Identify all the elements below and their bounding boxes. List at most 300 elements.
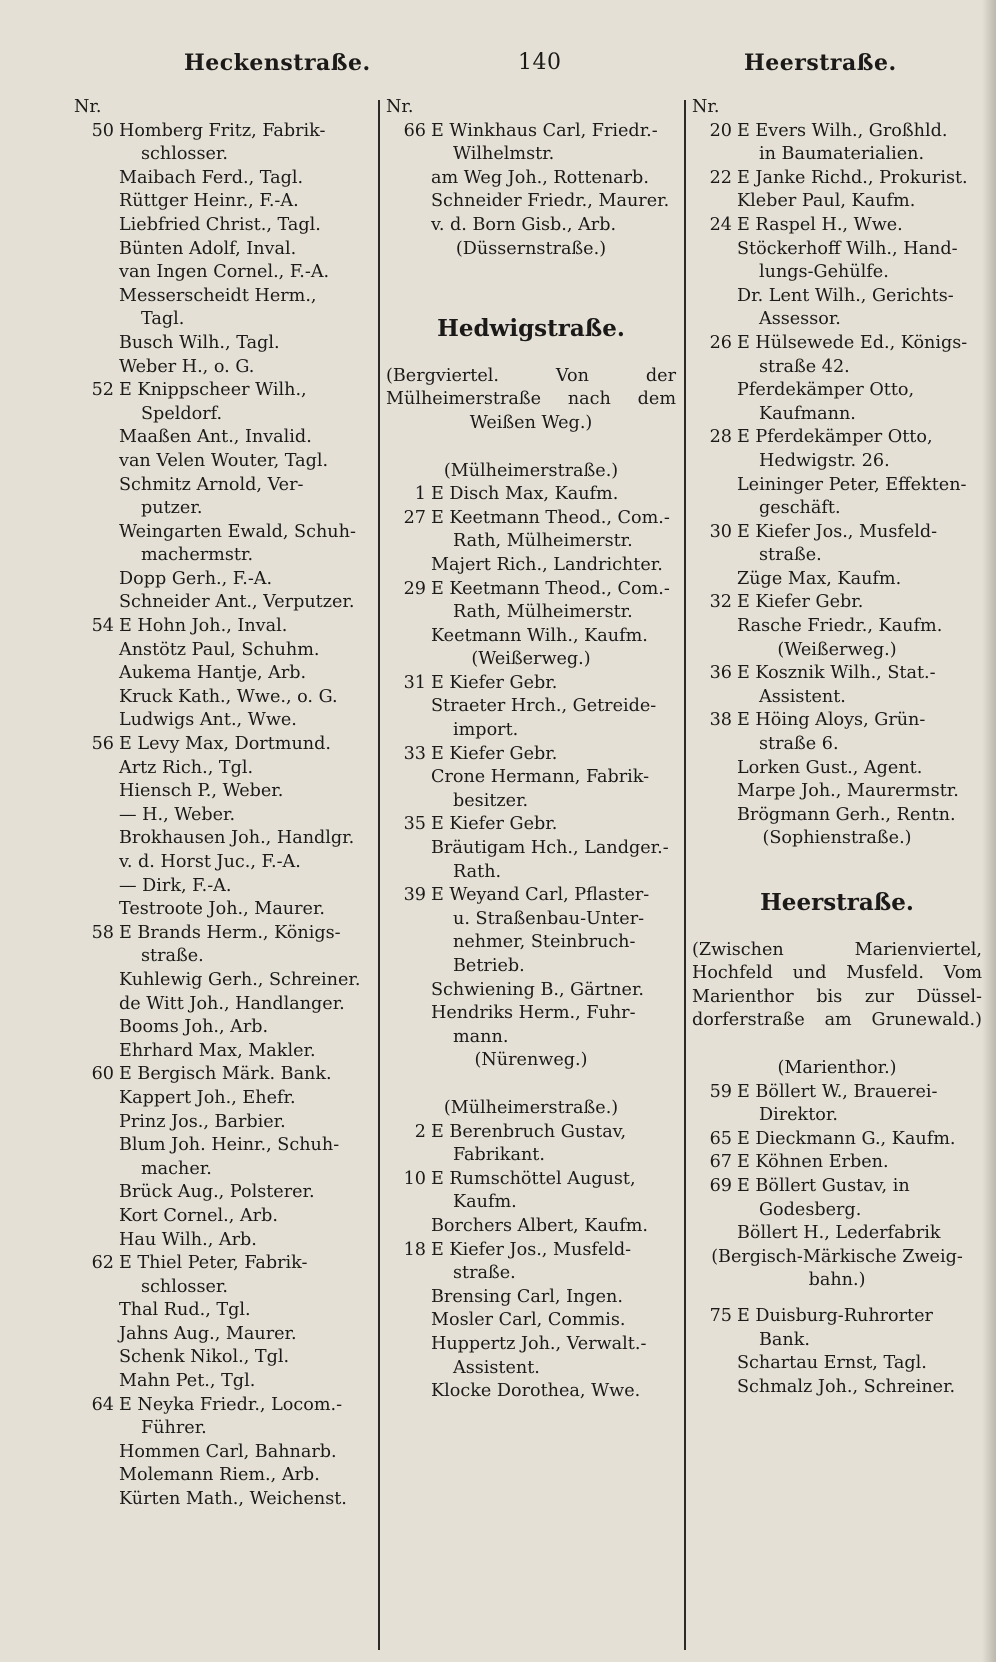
house-number — [386, 1357, 431, 1381]
directory-entry — [74, 403, 370, 427]
house-number — [692, 568, 737, 592]
house-number — [74, 709, 119, 733]
resident-text: machermstr. — [141, 545, 254, 566]
resident-text: Molemann Riem., Arb. — [119, 1465, 320, 1486]
house-number — [74, 544, 119, 568]
resident-text: Weber H., o. G. — [119, 356, 255, 377]
house-number — [74, 945, 119, 969]
house-number — [74, 875, 119, 899]
directory-entry — [74, 733, 370, 757]
resident-text: Hendriks Herm., Fuhr- — [431, 1003, 636, 1024]
house-number — [386, 1380, 431, 1404]
resident-text: Rath, Mülheimerstr. — [453, 602, 633, 623]
directory-entry — [386, 1002, 676, 1026]
directory-entry — [74, 1040, 370, 1064]
directory-entry — [74, 757, 370, 781]
house-number: 66 — [403, 120, 426, 141]
directory-entry — [74, 214, 370, 238]
directory-entry — [74, 1134, 370, 1158]
house-number — [692, 285, 737, 309]
house-number — [692, 1352, 737, 1376]
cross-street-note: (Düssernstraße.) — [455, 238, 607, 259]
resident-text: Testroote Joh., Maurer. — [119, 899, 326, 920]
directory-entry — [692, 1151, 982, 1175]
house-number — [74, 1158, 119, 1182]
house-number: 32 — [709, 592, 732, 613]
directory-entry — [74, 1394, 370, 1418]
directory-entry — [692, 261, 982, 285]
directory-entry — [692, 1305, 982, 1329]
house-number: 10 — [403, 1168, 426, 1189]
directory-entry — [386, 813, 676, 837]
resident-text: Führer. — [141, 1418, 207, 1439]
house-number — [74, 1276, 119, 1300]
house-number: 18 — [403, 1239, 426, 1260]
resident-text: Bank. — [759, 1329, 811, 1350]
directory-entry — [692, 780, 982, 804]
house-number — [386, 554, 431, 578]
resident-text: — Dirk, F.-A. — [119, 875, 232, 896]
resident-text: de Witt Joh., Handlanger. — [119, 993, 345, 1014]
resident-text: E Brands Herm., Königs- — [119, 922, 341, 943]
house-number — [74, 1323, 119, 1347]
house-number: 35 — [403, 814, 426, 835]
resident-text: Kaufm. — [453, 1192, 517, 1213]
resident-text: Brögmann Gerh., Rentn. — [737, 804, 956, 825]
house-number — [74, 993, 119, 1017]
house-number — [386, 979, 431, 1003]
page-number: 140 — [518, 50, 562, 75]
house-number — [74, 285, 119, 309]
resident-text: E Rumschöttel August, — [431, 1168, 636, 1189]
column-2 — [386, 96, 676, 1656]
house-number — [386, 1286, 431, 1310]
column-label-text: Nr. — [386, 97, 414, 117]
house-number — [386, 143, 431, 167]
resident-text: E Janke Richd., Prokurist. — [737, 167, 968, 188]
resident-text: Crone Hermann, Fabrik- — [431, 767, 650, 788]
resident-text: E Knippscheer Wilh., — [119, 380, 307, 401]
house-number — [74, 332, 119, 356]
house-number — [386, 530, 431, 554]
house-number — [386, 1309, 431, 1333]
house-number: 20 — [709, 120, 732, 141]
resident-text: Klocke Dorothea, Wwe. — [431, 1381, 641, 1402]
directory-entry — [74, 662, 370, 686]
resident-text: Kort Cornel., Arb. — [119, 1205, 278, 1226]
resident-text: Rath. — [453, 861, 502, 882]
resident-text: E Neyka Friedr., Locom.- — [119, 1394, 343, 1415]
resident-text: Hommen Carl, Bahnarb. — [119, 1441, 337, 1462]
resident-text: E Kiefer Gebr. — [431, 672, 558, 693]
resident-text: mann. — [453, 1026, 509, 1047]
resident-text: Brokhausen Joh., Handlgr. — [119, 828, 355, 849]
directory-entry — [74, 1299, 370, 1323]
directory-entry — [74, 143, 370, 167]
house-number — [386, 931, 431, 955]
directory-entry — [386, 931, 676, 955]
resident-text: E Hohn Joh., Inval. — [119, 616, 288, 637]
resident-text: Dopp Gerh., F.-A. — [119, 568, 273, 589]
directory-entry — [692, 308, 982, 332]
directory-entry — [692, 120, 982, 144]
directory-entry — [74, 238, 370, 262]
house-number: 30 — [709, 521, 732, 542]
street-description: Marienthor bis zur Düssel- — [692, 986, 982, 1007]
house-number — [74, 1417, 119, 1441]
resident-text: E Böllert Gustav, in — [737, 1175, 910, 1196]
directory-entry — [74, 544, 370, 568]
house-number — [692, 190, 737, 214]
resident-text: geschäft. — [759, 498, 841, 519]
spacer — [386, 341, 676, 365]
directory-entry — [386, 908, 676, 932]
directory-entry — [692, 757, 982, 781]
directory-entry — [74, 167, 370, 191]
directory-entry — [74, 568, 370, 592]
cross-street-note: (Sophienstraße.) — [762, 828, 912, 849]
directory-entry — [692, 403, 982, 427]
directory-entry — [386, 1215, 676, 1239]
column-label — [74, 96, 370, 120]
resident-text: E Winkhaus Carl, Friedr.- — [431, 120, 658, 141]
directory-entry — [386, 578, 676, 602]
directory-entry — [74, 804, 370, 828]
directory-entry — [74, 827, 370, 851]
resident-text: Assessor. — [759, 309, 841, 330]
house-number — [74, 1205, 119, 1229]
directory-entry — [74, 922, 370, 946]
directory-entry — [692, 426, 982, 450]
directory-entry — [74, 1346, 370, 1370]
directory-entry — [74, 497, 370, 521]
resident-text: schlosser. — [141, 144, 228, 165]
house-number — [74, 521, 119, 545]
house-number — [74, 167, 119, 191]
directory-entry — [386, 955, 676, 979]
column-label-text: Nr. — [692, 97, 720, 117]
directory-entry — [74, 308, 370, 332]
resident-text: van Velen Wouter, Tagl. — [119, 450, 329, 471]
house-number — [386, 719, 431, 743]
resident-text: straße 42. — [759, 356, 850, 377]
house-number — [692, 474, 737, 498]
cross-street-note: (Nürenweg.) — [474, 1050, 588, 1071]
directory-entry — [692, 1352, 982, 1376]
house-number: 24 — [709, 214, 732, 235]
directory-entry — [692, 332, 982, 356]
house-number — [386, 214, 431, 238]
house-number — [74, 474, 119, 498]
house-number — [386, 790, 431, 814]
directory-entry — [74, 1181, 370, 1205]
directory-entry — [74, 709, 370, 733]
directory-entry — [74, 190, 370, 214]
house-number — [74, 780, 119, 804]
resident-text: Artz Rich., Tgl. — [119, 757, 254, 778]
resident-text: schlosser. — [141, 1276, 228, 1297]
directory-entry — [386, 1239, 676, 1263]
house-number: 27 — [403, 507, 426, 528]
directory-entry — [386, 167, 676, 191]
resident-text: Rüttger Heinr., F.-A. — [119, 191, 299, 212]
house-number — [74, 662, 119, 686]
resident-text: — H., Weber. — [119, 804, 236, 825]
resident-text: Booms Joh., Arb. — [119, 1017, 269, 1038]
running-header-left: Heckenstraße. — [184, 50, 371, 76]
house-number — [74, 1111, 119, 1135]
spacer — [386, 261, 676, 317]
directory-entry — [74, 1158, 370, 1182]
directory-entry — [692, 1199, 982, 1223]
house-number — [692, 356, 737, 380]
house-number: 36 — [709, 663, 732, 684]
resident-text: E Berenbruch Gustav, — [431, 1121, 627, 1142]
house-number — [74, 1441, 119, 1465]
house-number — [386, 1215, 431, 1239]
directory-entry — [692, 1376, 982, 1400]
directory-entry — [386, 884, 676, 908]
house-number — [74, 1346, 119, 1370]
directory-entry — [692, 521, 982, 545]
resident-text: Thal Rud., Tgl. — [119, 1300, 251, 1321]
resident-text: E Dieckmann G., Kaufm. — [737, 1128, 956, 1149]
directory-entry — [74, 780, 370, 804]
directory-entry — [74, 332, 370, 356]
directory-entry — [386, 837, 676, 861]
house-number: 67 — [709, 1152, 732, 1173]
directory-entry — [74, 898, 370, 922]
directory-entry — [74, 1464, 370, 1488]
resident-text: E Böllert W., Brauerei- — [737, 1081, 938, 1102]
directory-entry — [74, 285, 370, 309]
street-description: Mülheimerstraße nach dem — [386, 389, 676, 410]
house-number — [74, 308, 119, 332]
house-number — [386, 1026, 431, 1050]
house-number — [74, 639, 119, 663]
resident-text: E Keetmann Theod., Com.- — [431, 578, 670, 599]
directory-entry — [386, 766, 676, 790]
directory-entry — [74, 686, 370, 710]
house-number — [74, 804, 119, 828]
directory-entry — [386, 1168, 676, 1192]
house-number — [74, 898, 119, 922]
resident-text: E Duisburg-Ruhrorter — [737, 1305, 933, 1326]
resident-text: Jahns Aug., Maurer. — [119, 1323, 297, 1344]
directory-entry — [74, 851, 370, 875]
resident-text: Kuhlewig Gerh., Schreiner. — [119, 969, 361, 990]
directory-entry — [692, 1175, 982, 1199]
directory-entry — [692, 591, 982, 615]
house-number — [692, 615, 737, 639]
directory-entry — [386, 214, 676, 238]
directory-entry — [74, 1488, 370, 1512]
resident-text: Straeter Hrch., Getreide- — [431, 696, 657, 717]
resident-text: straße. — [453, 1263, 516, 1284]
resident-text: Ehrhard Max, Makler. — [119, 1040, 316, 1061]
resident-text: Schneider Friedr., Maurer. — [431, 191, 670, 212]
resident-text: Kruck Kath., Wwe., o. G. — [119, 686, 338, 707]
resident-text: E Kiefer Jos., Musfeld- — [737, 521, 938, 542]
spacer — [692, 1033, 982, 1057]
directory-entry — [386, 672, 676, 696]
directory-entry — [386, 554, 676, 578]
resident-text: E Kiefer Jos., Musfeld- — [431, 1239, 632, 1260]
resident-text: E Höing Aloys, Grün- — [737, 710, 926, 731]
house-number — [74, 1299, 119, 1323]
column-label — [386, 96, 676, 120]
directory-entry — [692, 450, 982, 474]
resident-text: Lorken Gust., Agent. — [737, 757, 923, 778]
directory-entry — [692, 544, 982, 568]
resident-text: Schneider Ant., Verputzer. — [119, 592, 355, 613]
house-number — [74, 1087, 119, 1111]
house-number — [74, 1229, 119, 1253]
directory-entry — [692, 615, 982, 639]
house-number — [386, 908, 431, 932]
house-number — [692, 261, 737, 285]
street-title: Heerstraße. — [760, 889, 914, 916]
resident-text: Prinz Jos., Barbier. — [119, 1111, 286, 1132]
house-number: 38 — [709, 710, 732, 731]
house-number — [74, 403, 119, 427]
resident-text: E Weyand Carl, Pflaster- — [431, 885, 650, 906]
directory-entry — [692, 709, 982, 733]
spacer — [692, 851, 982, 891]
spacer — [386, 1073, 676, 1097]
house-number — [74, 356, 119, 380]
resident-text: u. Straßenbau-Unter- — [453, 908, 645, 929]
resident-text: Brensing Carl, Ingen. — [431, 1286, 623, 1307]
house-number — [386, 1191, 431, 1215]
directory-entry — [74, 615, 370, 639]
house-number: 1 — [414, 484, 426, 505]
column-1 — [74, 96, 370, 1656]
house-number — [692, 403, 737, 427]
house-number — [692, 1199, 737, 1223]
house-number: 64 — [91, 1394, 114, 1415]
house-number: 69 — [709, 1175, 732, 1196]
resident-text: E Keetmann Theod., Com.- — [431, 507, 670, 528]
directory-entry — [74, 969, 370, 993]
resident-text: Wilhelmstr. — [453, 144, 555, 165]
resident-text: E Köhnen Erben. — [737, 1152, 889, 1173]
resident-text: straße. — [759, 545, 822, 566]
resident-text: Anstötz Paul, Schuhm. — [119, 639, 320, 660]
house-number — [74, 1016, 119, 1040]
resident-text: Marpe Joh., Maurermstr. — [737, 781, 959, 802]
directory-entry — [692, 1104, 982, 1128]
house-number — [692, 497, 737, 521]
house-number — [386, 625, 431, 649]
resident-text: Direktor. — [759, 1105, 838, 1126]
resident-text: Liebfried Christ., Tagl. — [119, 214, 321, 235]
directory-entry — [692, 497, 982, 521]
resident-text: macher. — [141, 1158, 212, 1179]
directory-entry — [74, 1063, 370, 1087]
resident-text: Keetmann Wilh., Kaufm. — [431, 625, 648, 646]
directory-entry — [692, 662, 982, 686]
directory-entry — [386, 1380, 676, 1404]
resident-text: straße 6. — [759, 734, 839, 755]
directory-entry — [692, 356, 982, 380]
directory-entry — [386, 1333, 676, 1357]
resident-text: in Baumaterialien. — [759, 144, 925, 165]
directory-entry — [74, 379, 370, 403]
directory-entry — [74, 1417, 370, 1441]
house-number — [386, 1002, 431, 1026]
resident-text: Speldorf. — [141, 403, 223, 424]
directory-entry — [692, 733, 982, 757]
resident-text: Kleber Paul, Kaufm. — [737, 191, 916, 212]
resident-text: Rasche Friedr., Kaufm. — [737, 616, 943, 637]
house-number: 2 — [414, 1121, 426, 1142]
house-number — [692, 757, 737, 781]
directory-entry — [692, 167, 982, 191]
resident-text: E Evers Wilh., Großhld. — [737, 120, 948, 141]
house-number: 31 — [403, 672, 426, 693]
column-divider — [378, 100, 380, 1650]
resident-text: v. d. Born Gisb., Arb. — [431, 214, 617, 235]
resident-text: E Kosznik Wilh., Stat.- — [737, 663, 936, 684]
directory-entry — [74, 521, 370, 545]
directory-entry — [386, 530, 676, 554]
house-number — [692, 379, 737, 403]
directory-entry — [692, 143, 982, 167]
house-number: 59 — [709, 1081, 732, 1102]
house-number — [74, 757, 119, 781]
house-number — [386, 955, 431, 979]
resident-text: E Levy Max, Dortmund. — [119, 734, 331, 755]
resident-text: E Kiefer Gebr. — [431, 743, 558, 764]
house-number — [74, 143, 119, 167]
street-description: Hochfeld und Musfeld. Vom — [692, 963, 982, 984]
resident-text: putzer. — [141, 498, 203, 519]
cross-street-note: (Mülheimerstraße.) — [443, 460, 619, 481]
house-number: 52 — [91, 380, 114, 401]
resident-text: Busch Wilh., Tagl. — [119, 332, 280, 353]
resident-text: Schartau Ernst, Tagl. — [737, 1353, 927, 1374]
directory-entry — [74, 356, 370, 380]
resident-text: Assistent. — [453, 1357, 540, 1378]
resident-text: Homberg Fritz, Fabrik- — [119, 120, 326, 141]
house-number — [74, 450, 119, 474]
resident-text: Borchers Albert, Kaufm. — [431, 1215, 648, 1236]
house-number — [74, 1464, 119, 1488]
directory-entry — [74, 1323, 370, 1347]
house-number: 75 — [709, 1305, 732, 1326]
resident-text: Aukema Hantje, Arb. — [119, 663, 307, 684]
resident-text: Messerscheidt Herm., — [119, 285, 317, 306]
house-number — [74, 497, 119, 521]
resident-text: Mahn Pet., Tgl. — [119, 1371, 256, 1392]
resident-text: Hedwigstr. 26. — [759, 450, 890, 471]
house-number: 28 — [709, 427, 732, 448]
directory-entry — [74, 1205, 370, 1229]
house-number — [74, 686, 119, 710]
cross-street-note: (Marienthor.) — [777, 1057, 897, 1078]
directory-entry — [386, 1144, 676, 1168]
resident-text: Leininger Peter, Effekten- — [737, 474, 967, 495]
house-number — [692, 1376, 737, 1400]
house-number: 39 — [403, 885, 426, 906]
house-number — [74, 969, 119, 993]
street-description: (Zwischen Marienviertel, — [692, 939, 982, 960]
resident-text: v. d. Horst Juc., F.-A. — [119, 852, 301, 872]
house-number — [74, 261, 119, 285]
resident-text: Kaufmann. — [759, 403, 856, 424]
page-edge-shadow — [982, 0, 996, 1662]
